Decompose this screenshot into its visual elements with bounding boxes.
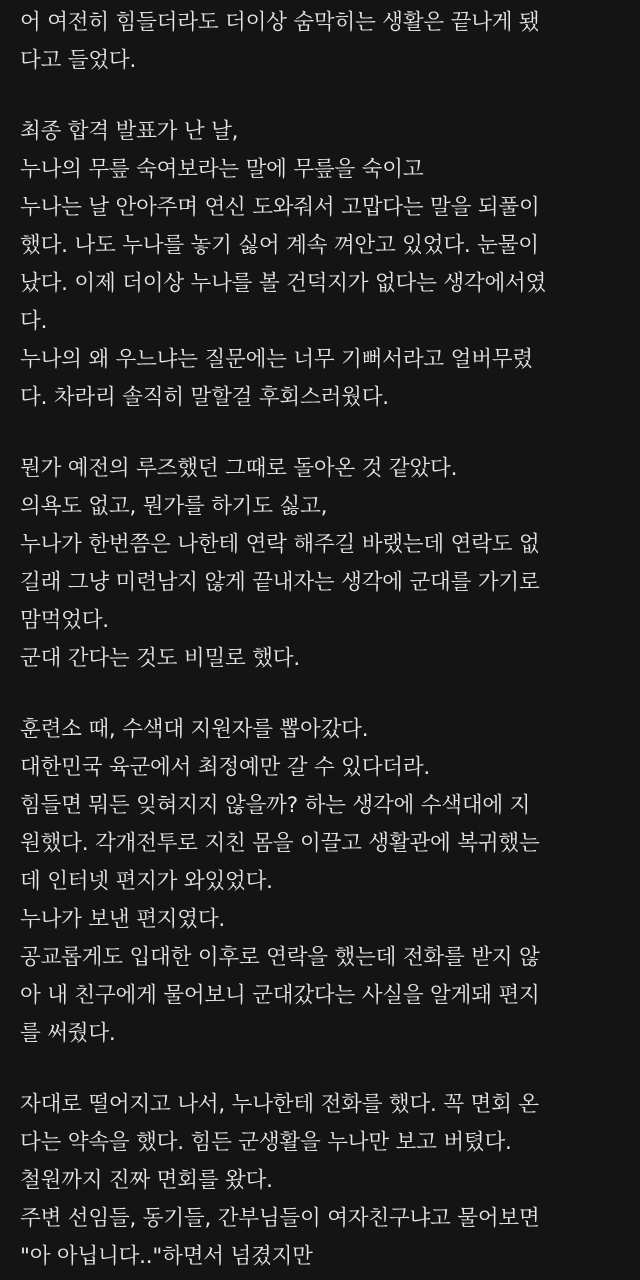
story-text-body — [20, 4, 635, 1280]
text-line: 다. — [20, 309, 48, 334]
text-line: 했다. 나도 누나를 놓기 싫어 계속 껴안고 있었다. 눈물이 — [20, 233, 539, 258]
text-line: 다. 차라리 솔직히 말할걸 후회스러웠다. — [20, 385, 389, 410]
text-line: 힘들면 뭐든 잊혀지지 않을까? 하는 생각에 수색대에 지 — [20, 793, 531, 818]
text-line: 길래 그냥 미련남지 않게 끝내자는 생각에 군대를 가기로 — [20, 570, 540, 595]
text-line: 누나가 한번쯤은 나한테 연락 해주길 바랬는데 연락도 없 — [20, 532, 540, 557]
text-line: 훈련소 때, 수색대 지원자를 뽑아갔다. — [20, 717, 369, 742]
text-line: 누나는 날 안아주며 연신 도와줘서 고맙다는 말을 되풀이 — [20, 195, 540, 220]
text-line: 다고 들었다. — [20, 48, 137, 73]
text-line: 데 인터넷 편지가 와있었다. — [20, 869, 273, 894]
text-line: 자대로 떨어지고 나서, 누나한테 전화를 했다. 꼭 면회 온 — [20, 1092, 539, 1117]
text-line: 뭔가 예전의 루즈했던 그때로 돌아온 것 같았다. — [20, 456, 458, 481]
text-line: 공교롭게도 입대한 이후로 연락을 했는데 전화를 받지 않 — [20, 945, 540, 970]
text-line: 누나의 무릎 숙여보라는 말에 무릎을 숙이고 — [20, 157, 424, 182]
paragraph-5 — [20, 1086, 635, 1276]
text-line: 철원까지 진짜 면회를 왔다. — [20, 1168, 273, 1193]
text-line: 어 여전히 힘들더라도 더이상 숨막히는 생활은 끝나게 됐 — [20, 10, 540, 35]
paragraph-4 — [20, 711, 635, 1053]
text-line: 의욕도 없고, 뭔가를 하기도 싫고, — [20, 494, 328, 519]
text-line: 맘먹었다. — [20, 608, 109, 633]
text-line: 주변 선임들, 동기들, 간부님들이 여자친구냐고 물어보면 — [20, 1206, 540, 1231]
paragraph-3 — [20, 450, 635, 678]
text-line: 다는 약속을 했다. 힘든 군생활을 누나만 보고 버텼다. — [20, 1130, 512, 1155]
text-line: 대한민국 육군에서 최정예만 갈 수 있다더라. — [20, 755, 431, 780]
text-line: 를 써줬다. — [20, 1021, 116, 1046]
text-line: "아 아닙니다.."하면서 넘겼지만 — [20, 1244, 313, 1269]
text-line: 군대 간다는 것도 비밀로 했다. — [20, 646, 301, 671]
text-line: 났다. 이제 더이상 누나를 볼 건덕지가 없다는 생각에서였 — [20, 271, 547, 296]
text-line: 원했다. 각개전투로 지친 몸을 이끌고 생활관에 복귀했는 — [20, 831, 540, 856]
text-line: 최종 합격 발표가 난 날, — [20, 119, 239, 144]
text-line: 누나의 왜 우느냐는 질문에는 너무 기뻐서라고 얼버무렸 — [20, 347, 533, 372]
paragraph-2 — [20, 113, 635, 417]
text-line: 아 내 친구에게 물어보니 군대갔다는 사실을 알게돼 편지 — [20, 983, 540, 1008]
text-line: 누나가 보낸 편지였다. — [20, 907, 226, 932]
paragraph-1 — [20, 4, 635, 80]
